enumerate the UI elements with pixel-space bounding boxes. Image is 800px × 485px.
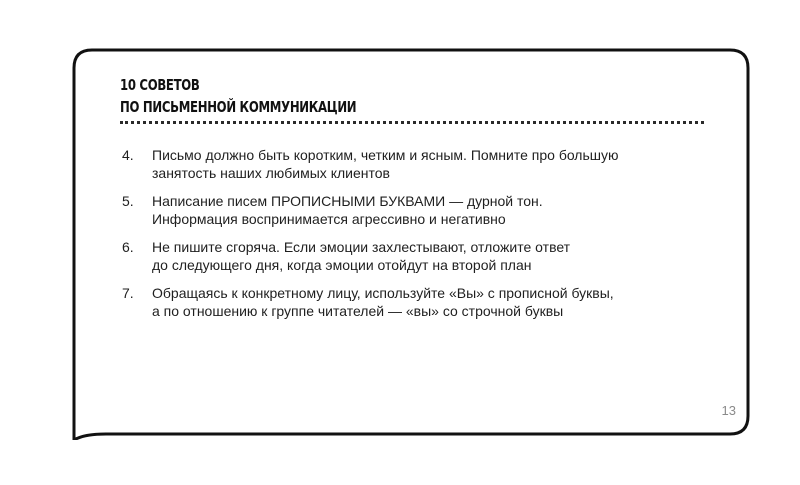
tips-list xyxy=(122,146,722,330)
heading-title-line1: 10 СОВЕТОВ xyxy=(120,76,200,94)
list-item xyxy=(122,146,722,182)
dotted-divider xyxy=(120,121,704,124)
page-heading xyxy=(120,74,720,118)
tip-number: 4. xyxy=(122,147,134,163)
tip-text: Не пишите сгоряча. Если эмоции захлестывают, отложите ответ до следующего дня, когда эмоции отойдут на второй план xyxy=(152,239,571,273)
list-item xyxy=(122,284,722,320)
tip-number: 7. xyxy=(122,285,134,301)
page-number: 13 xyxy=(721,403,736,418)
tip-text: Обращаясь к конкретному лицу, используйте «Вы» с прописной буквы, а по отношению к группе читателей — «вы» со строчной буквы xyxy=(152,285,614,319)
tip-number: 6. xyxy=(122,239,134,255)
tip-number: 5. xyxy=(122,193,134,209)
list-item xyxy=(122,192,722,228)
tip-text: Написание писем ПРОПИСНЫМИ БУКВАМИ — дурной тон. Информация воспринимается агрессивно и негативно xyxy=(152,193,543,227)
heading-title-line2: ПО ПИСЬМЕННОЙ КОММУНИКАЦИИ xyxy=(120,98,357,116)
tip-text: Письмо должно быть коротким, четким и ясным. Помните про большую занятость наших любимых клиентов xyxy=(152,147,619,181)
list-item xyxy=(122,238,722,274)
